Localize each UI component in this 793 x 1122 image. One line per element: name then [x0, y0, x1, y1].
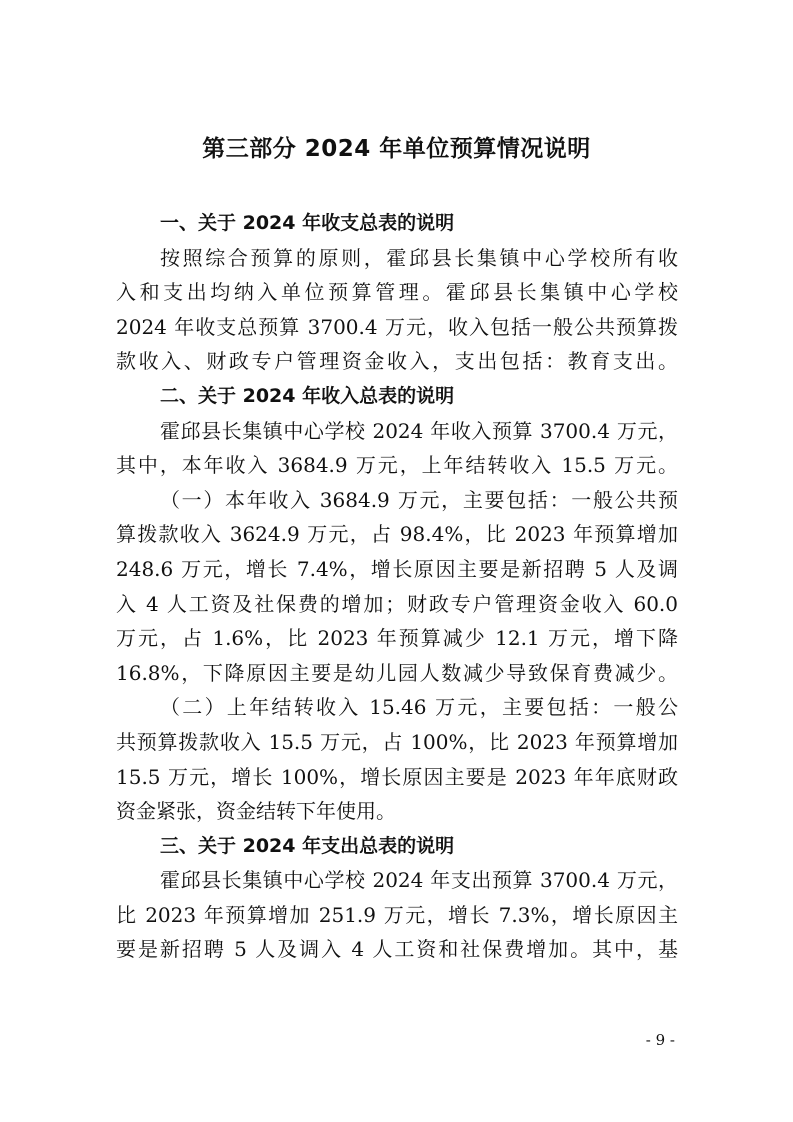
- paragraph-line: 共预算拨款收入 15.5 万元，占 100%，比 2023 年预算增加: [116, 729, 678, 754]
- section-heading-3: 三、关于 2024 年支出总表的说明: [160, 834, 455, 857]
- paragraph-line: 入 4 人工资及社保费的增加；财政专户管理资金收入 60.0: [116, 591, 678, 616]
- paragraph-line: 算拨款收入 3624.9 万元，占 98.4%，比 2023 年预算增加: [116, 522, 678, 547]
- paragraph-line: 248.6 万元，增长 7.4%，增长原因主要是新招聘 5 人及调: [116, 556, 678, 581]
- page-number: - 9 -: [645, 1031, 675, 1049]
- paragraph-line: 万元，占 1.6%，比 2023 年预算减少 12.1 万元，增下降: [116, 626, 678, 651]
- paragraph-line: 15.5 万元，增长 100%，增长原因主要是 2023 年年底财政: [116, 764, 678, 789]
- paragraph-line: 入和支出均纳入单位预算管理。霍邱县长集镇中心学校: [116, 280, 678, 305]
- document-body: [116, 206, 678, 967]
- paragraph-line: 霍邱县长集镇中心学校 2024 年支出预算 3700.4 万元，: [160, 868, 678, 893]
- paragraph-line: 款收入、财政专户管理资金收入，支出包括：教育支出。: [116, 349, 678, 374]
- paragraph-line: 资金紧张，资金结转下年使用。: [116, 799, 396, 824]
- section-heading-2: 二、关于 2024 年收入总表的说明: [160, 384, 455, 407]
- paragraph-line: 其中，本年收入 3684.9 万元，上年结转收入 15.5 万元。: [116, 453, 678, 478]
- page-title: 第三部分 2024 年单位预算情况说明: [202, 136, 591, 162]
- section-heading-1: 一、关于 2024 年收支总表的说明: [160, 212, 455, 234]
- paragraph-line: 比 2023 年预算增加 251.9 万元，增长 7.3%，增长原因主: [116, 902, 678, 927]
- paragraph-line: 霍邱县长集镇中心学校 2024 年收入预算 3700.4 万元，: [160, 418, 678, 443]
- paragraph-line: 2024 年收支总预算 3700.4 万元，收入包括一般公共预算拨: [116, 314, 678, 339]
- paragraph-line: （二）上年结转收入 15.46 万元，主要包括：一般公: [160, 695, 678, 720]
- paragraph-line: 要是新招聘 5 人及调入 4 人工资和社保费增加。其中，基: [116, 937, 678, 962]
- paragraph-line: 按照综合预算的原则，霍邱县长集镇中心学校所有收: [160, 245, 678, 270]
- paragraph-line: 16.8%，下降原因主要是幼儿园人数减少导致保育费减少。: [116, 660, 678, 685]
- paragraph-line: （一）本年收入 3684.9 万元，主要包括：一般公共预: [160, 487, 678, 512]
